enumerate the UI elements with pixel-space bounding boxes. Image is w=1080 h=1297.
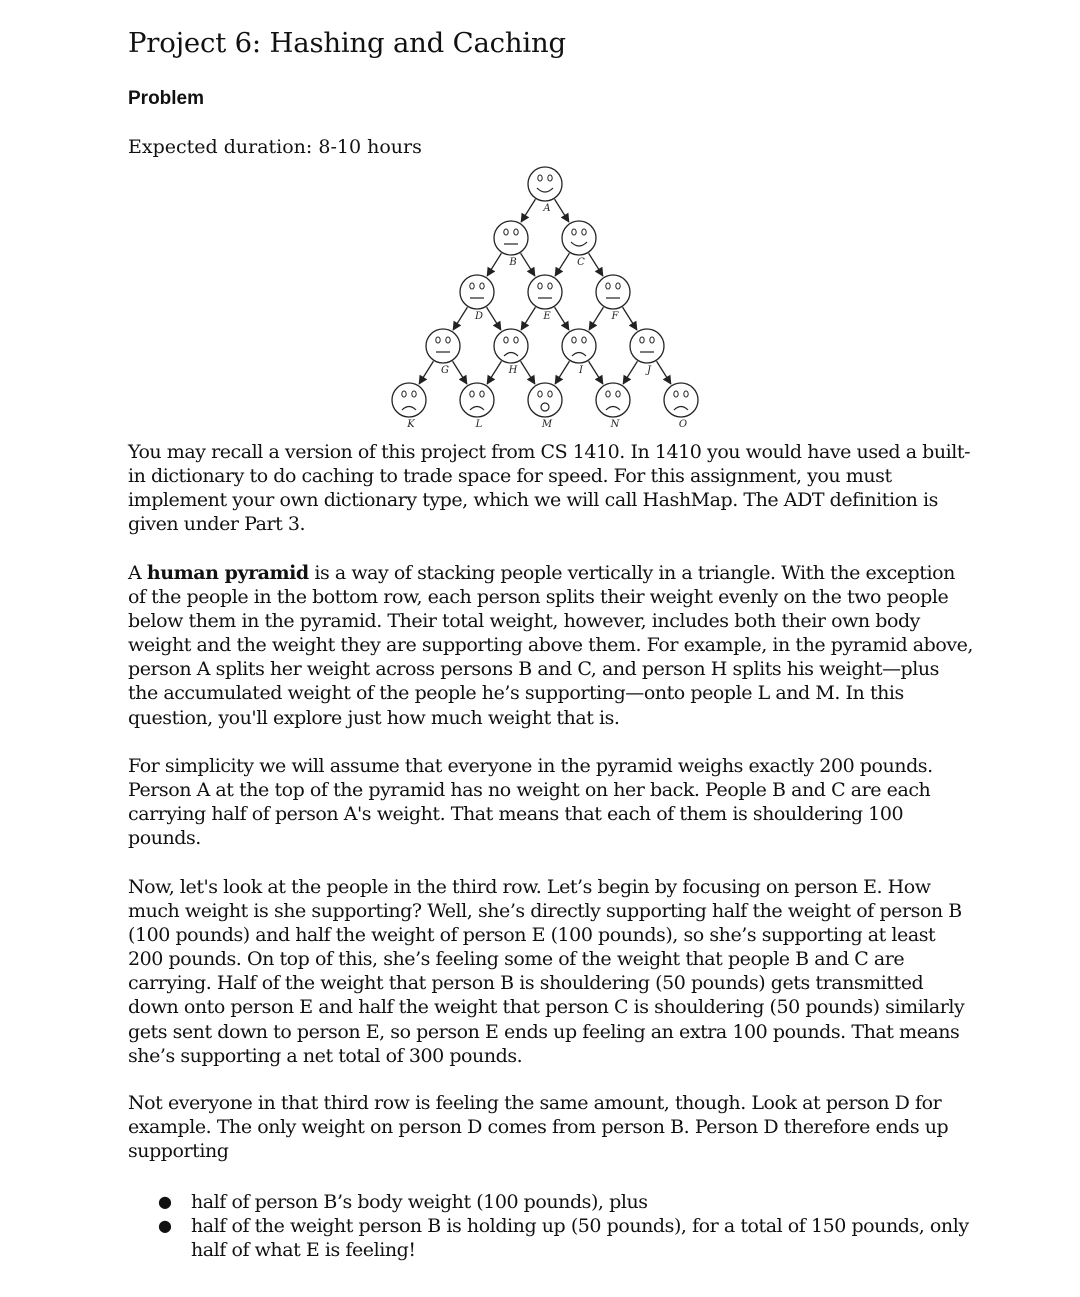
person-label-m: M (541, 419, 553, 430)
person-n-face-icon (596, 383, 630, 417)
pyramid-edge-G-K (419, 361, 433, 384)
pyramid-edge-I-N (589, 361, 603, 384)
pyramid-edge-B-E (521, 253, 535, 276)
person-e-face-icon (528, 275, 562, 309)
person-label-a: A (543, 203, 551, 214)
person-label-o: O (678, 419, 688, 430)
bullet-list (128, 1190, 973, 1262)
list-item-text: half of person B’s body weight (100 pounds), plus (191, 1191, 648, 1213)
pyramid-edge-E-I (555, 307, 569, 330)
pyramid-edge-H-L (487, 361, 501, 384)
page-title: Project 6: Hashing and Caching (128, 27, 566, 59)
pyramid-edge-I-M (555, 361, 569, 384)
pyramid-edge-A-B (521, 199, 535, 222)
list-item (128, 1214, 973, 1262)
person-i-face-icon (562, 329, 596, 363)
term-human-pyramid: human pyramid (146, 562, 309, 584)
person-f-face-icon (596, 275, 630, 309)
pyramid-edge-B-D (487, 253, 501, 276)
pyramid-edge-F-J (623, 307, 637, 330)
pyramid-edge-J-N (623, 361, 637, 384)
person-c-face-icon (562, 221, 596, 255)
pyramid-edge-G-L (453, 361, 467, 384)
pyramid-edge-E-H (521, 307, 535, 330)
person-j-face-icon (630, 329, 664, 363)
person-label-i: I (579, 365, 583, 376)
pyramid-edge-C-E (555, 253, 569, 276)
pyramid-edge-H-M (521, 361, 535, 384)
person-label-j: J (646, 365, 652, 376)
person-a-face-icon (528, 167, 562, 201)
person-h-face-icon (494, 329, 528, 363)
person-label-c: C (577, 257, 585, 268)
paragraph-third-row: Now, let's look at the people in the third row. Let’s begin by focusing on person E. How much weight is she supporting? Well, she’s directly supporting half the weight of person B (100 pounds) and half the weight of person E (100 pounds), so she’s supporting at least 200 pounds. On top of this, she’s feeling some of the weight that people B and C are carrying. Half of the weight that person B is shouldering (50 pounds) gets transmitted down onto person E and half the weight that person C is shouldering (50 pounds) similarly gets sent down to person E, so person E ends up feeling an extra 100 pounds. That means she’s supporting a net total of 300 pounds. (128, 876, 965, 1067)
expected-duration: Expected duration: 8-10 hours (128, 136, 422, 158)
p2-post: is a way of stacking people vertically in a triangle. With the exception of the people in the bottom row, each person splits their weight evenly on the two people below them in the pyramid. Their total weight, however, includes both their own body weight and the weight they are supporting above them. For example, in the pyramid above, person A splits her weight across persons B and C, and person H splits his weight—plus the accumulated weight of the people he’s supporting—onto people L and M. In this question, you'll explore just how much weight that is. (128, 562, 973, 729)
person-label-h: H (508, 365, 518, 376)
pyramid-edge-F-I (589, 307, 603, 330)
person-m-face-icon (528, 383, 562, 417)
pyramid-edge-D-H (487, 307, 501, 330)
person-g-face-icon (426, 329, 460, 363)
person-label-d: D (474, 311, 484, 322)
pyramid-edge-J-O (657, 361, 671, 384)
person-label-k: K (407, 419, 415, 430)
person-l-face-icon (460, 383, 494, 417)
person-label-l: L (475, 419, 483, 430)
list-item (128, 1190, 973, 1214)
bullet-icon: ● (158, 1192, 172, 1211)
person-b-face-icon (494, 221, 528, 255)
pyramid-edge-C-F (589, 253, 603, 276)
paragraph-human-pyramid (128, 561, 973, 730)
pyramid-edge-A-C (555, 199, 569, 222)
p2-pre: A (128, 562, 147, 584)
person-label-g: G (441, 365, 449, 376)
pyramid-edge-D-G (453, 307, 467, 330)
person-k-face-icon (392, 383, 426, 417)
person-d-face-icon (460, 275, 494, 309)
human-pyramid-diagram (385, 160, 705, 430)
list-item-text: half of the weight person B is holding up (50 pounds), for a total of 150 pounds, only half of what E is feeling! (191, 1215, 969, 1262)
person-label-n: N (610, 419, 620, 430)
person-label-e: E (543, 311, 551, 322)
paragraph-intro: You may recall a version of this project from CS 1410. In 1410 you would have used a built-in dictionary to do caching to trade space for speed. For this assignment, you must implement your own dictionary type, which we will call HashMap. The ADT definition is given under Part 3. (128, 441, 971, 536)
person-o-face-icon (664, 383, 698, 417)
bullet-icon: ● (158, 1216, 172, 1236)
paragraph-simplicity: For simplicity we will assume that everyone in the pyramid weighs exactly 200 pounds. Person A at the top of the pyramid has no weight on her back. People B and C are each carrying half of person A's weight. That means that each of them is shouldering 100 pounds. (128, 755, 933, 850)
person-label-b: B (509, 257, 517, 268)
paragraph-person-d: Not everyone in that third row is feeling the same amount, though. Look at person D for example. The only weight on person D comes from person B. Person D therefore ends up supporting (128, 1092, 949, 1163)
person-label-f: F (611, 311, 619, 322)
section-heading: Problem (128, 88, 205, 109)
